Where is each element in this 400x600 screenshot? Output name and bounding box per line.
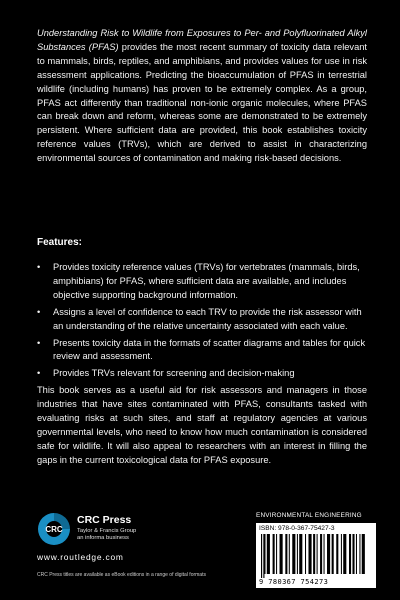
- features-list: [37, 261, 367, 384]
- bullet-icon: •: [37, 368, 41, 379]
- barcode-bar: [285, 534, 287, 574]
- barcode-bar: [332, 534, 334, 574]
- barcode-bar: [359, 534, 360, 574]
- barcode-digits: 9 780367 754273: [259, 578, 329, 586]
- barcode-bar: [324, 534, 325, 574]
- barcode-bar: [327, 534, 330, 574]
- barcode-bar: [308, 534, 311, 574]
- crc-press-logo-icon: [37, 512, 71, 546]
- publisher-block: [37, 512, 237, 582]
- feature-text: Provides TRVs relevant for screening and decision-making: [53, 368, 295, 379]
- features-heading: Features:: [37, 237, 83, 248]
- feature-item: [37, 367, 367, 381]
- bullet-icon: •: [37, 262, 41, 272]
- book-title: Understanding Risk to Wildlife from Exposures to Per- and Polyfluorinated Alkyl Substances (PFAS): [37, 28, 367, 52]
- feature-text: Provides toxicity reference values (TRVs) for vertebrates (mammals, birds, amphibians) for PFAS, where sufficient data are available, and includes objective supporting background information.: [53, 262, 360, 300]
- barcode-bar: [313, 534, 315, 574]
- isbn-text: ISBN: 978-0-367-75427-3: [259, 525, 335, 532]
- feature-item: [37, 261, 367, 303]
- barcode-bar: [349, 534, 351, 574]
- barcode-bar: [264, 534, 265, 574]
- barcode-icon: [259, 534, 373, 578]
- feature-text: Presents toxicity data in the formats of scatter diagrams and tables for quick review and assessment.: [53, 337, 366, 362]
- feature-text: Assigns a level of confidence to each TRV to provide the risk assessor with an understanding of the relative uncertainty associated with each value.: [53, 306, 362, 331]
- barcode-bar: [297, 534, 298, 574]
- barcode-bar: [320, 534, 322, 574]
- publisher-group: Taylor & Francis Group: [77, 528, 137, 534]
- barcode-bar: [356, 534, 357, 574]
- publisher-name: CRC Press: [77, 514, 132, 526]
- barcode-block: [256, 512, 376, 588]
- logo-letters: CRC: [45, 525, 63, 534]
- barcode-bar: [362, 534, 365, 574]
- feature-item: [37, 306, 367, 334]
- barcode-bar: [343, 534, 346, 574]
- intro-text: provides the most recent summary of toxicity data relevant to mammals, birds, reptiles, and amphibians, and provides values for use in risk assessment applications. Predicting the bioaccumulation of PFAS in terrestrial wildlife (including humans) has proven to be extremely complex. As a group, PFAS act differently than traditional non-ionic organic molecules, where PFAS can break down and reform, whereas some are demonstrated to be extremely persistent. Where sufficient data are provided, this book establishes toxicity reference values (TRVs), which are derived to assist in characterizing environmental sources of contamination and making risk-based decisions.: [37, 41, 368, 164]
- bullet-icon: •: [37, 337, 41, 348]
- feature-item: [37, 337, 367, 365]
- barcode-bar: [292, 534, 295, 574]
- barcode-bar: [289, 534, 290, 574]
- barcode-bar: [341, 534, 342, 574]
- barcode-bar: [263, 534, 264, 578]
- barcode-bar: [299, 534, 302, 574]
- ebook-note: CRC Press titles are available as eBook editions in a range of digital formats: [37, 572, 206, 578]
- bullet-icon: •: [37, 306, 41, 317]
- barcode-bar: [276, 534, 277, 574]
- closing-paragraph: This book serves as a useful aid for risk assessors and managers in those industries that have sites contaminated with PFAS, consultants tasked with evaluating risks at such sites, and staff at regulatory agencies at various governmental levels, who need to know how much contamination is considered safe for wildlife. It will also appeal to researchers with an interest in filling the gaps in the current toxicological data for PFAS exposure.: [37, 385, 367, 465]
- intro-paragraph: [37, 27, 367, 166]
- subject-label: ENVIRONMENTAL ENGINEERING: [256, 512, 362, 519]
- publisher-informa: an informa business: [77, 535, 129, 541]
- barcode-bar: [317, 534, 318, 574]
- barcode-bar: [352, 534, 354, 574]
- barcode-bar: [267, 534, 270, 574]
- barcode-bar: [273, 534, 275, 574]
- publisher-website: www.routledge.com: [37, 552, 124, 562]
- barcode-bar: [280, 534, 283, 574]
- isbn-panel: [256, 523, 376, 588]
- barcode-bar: [261, 534, 262, 578]
- barcode-bar: [336, 534, 338, 574]
- barcode-bar: [305, 534, 306, 574]
